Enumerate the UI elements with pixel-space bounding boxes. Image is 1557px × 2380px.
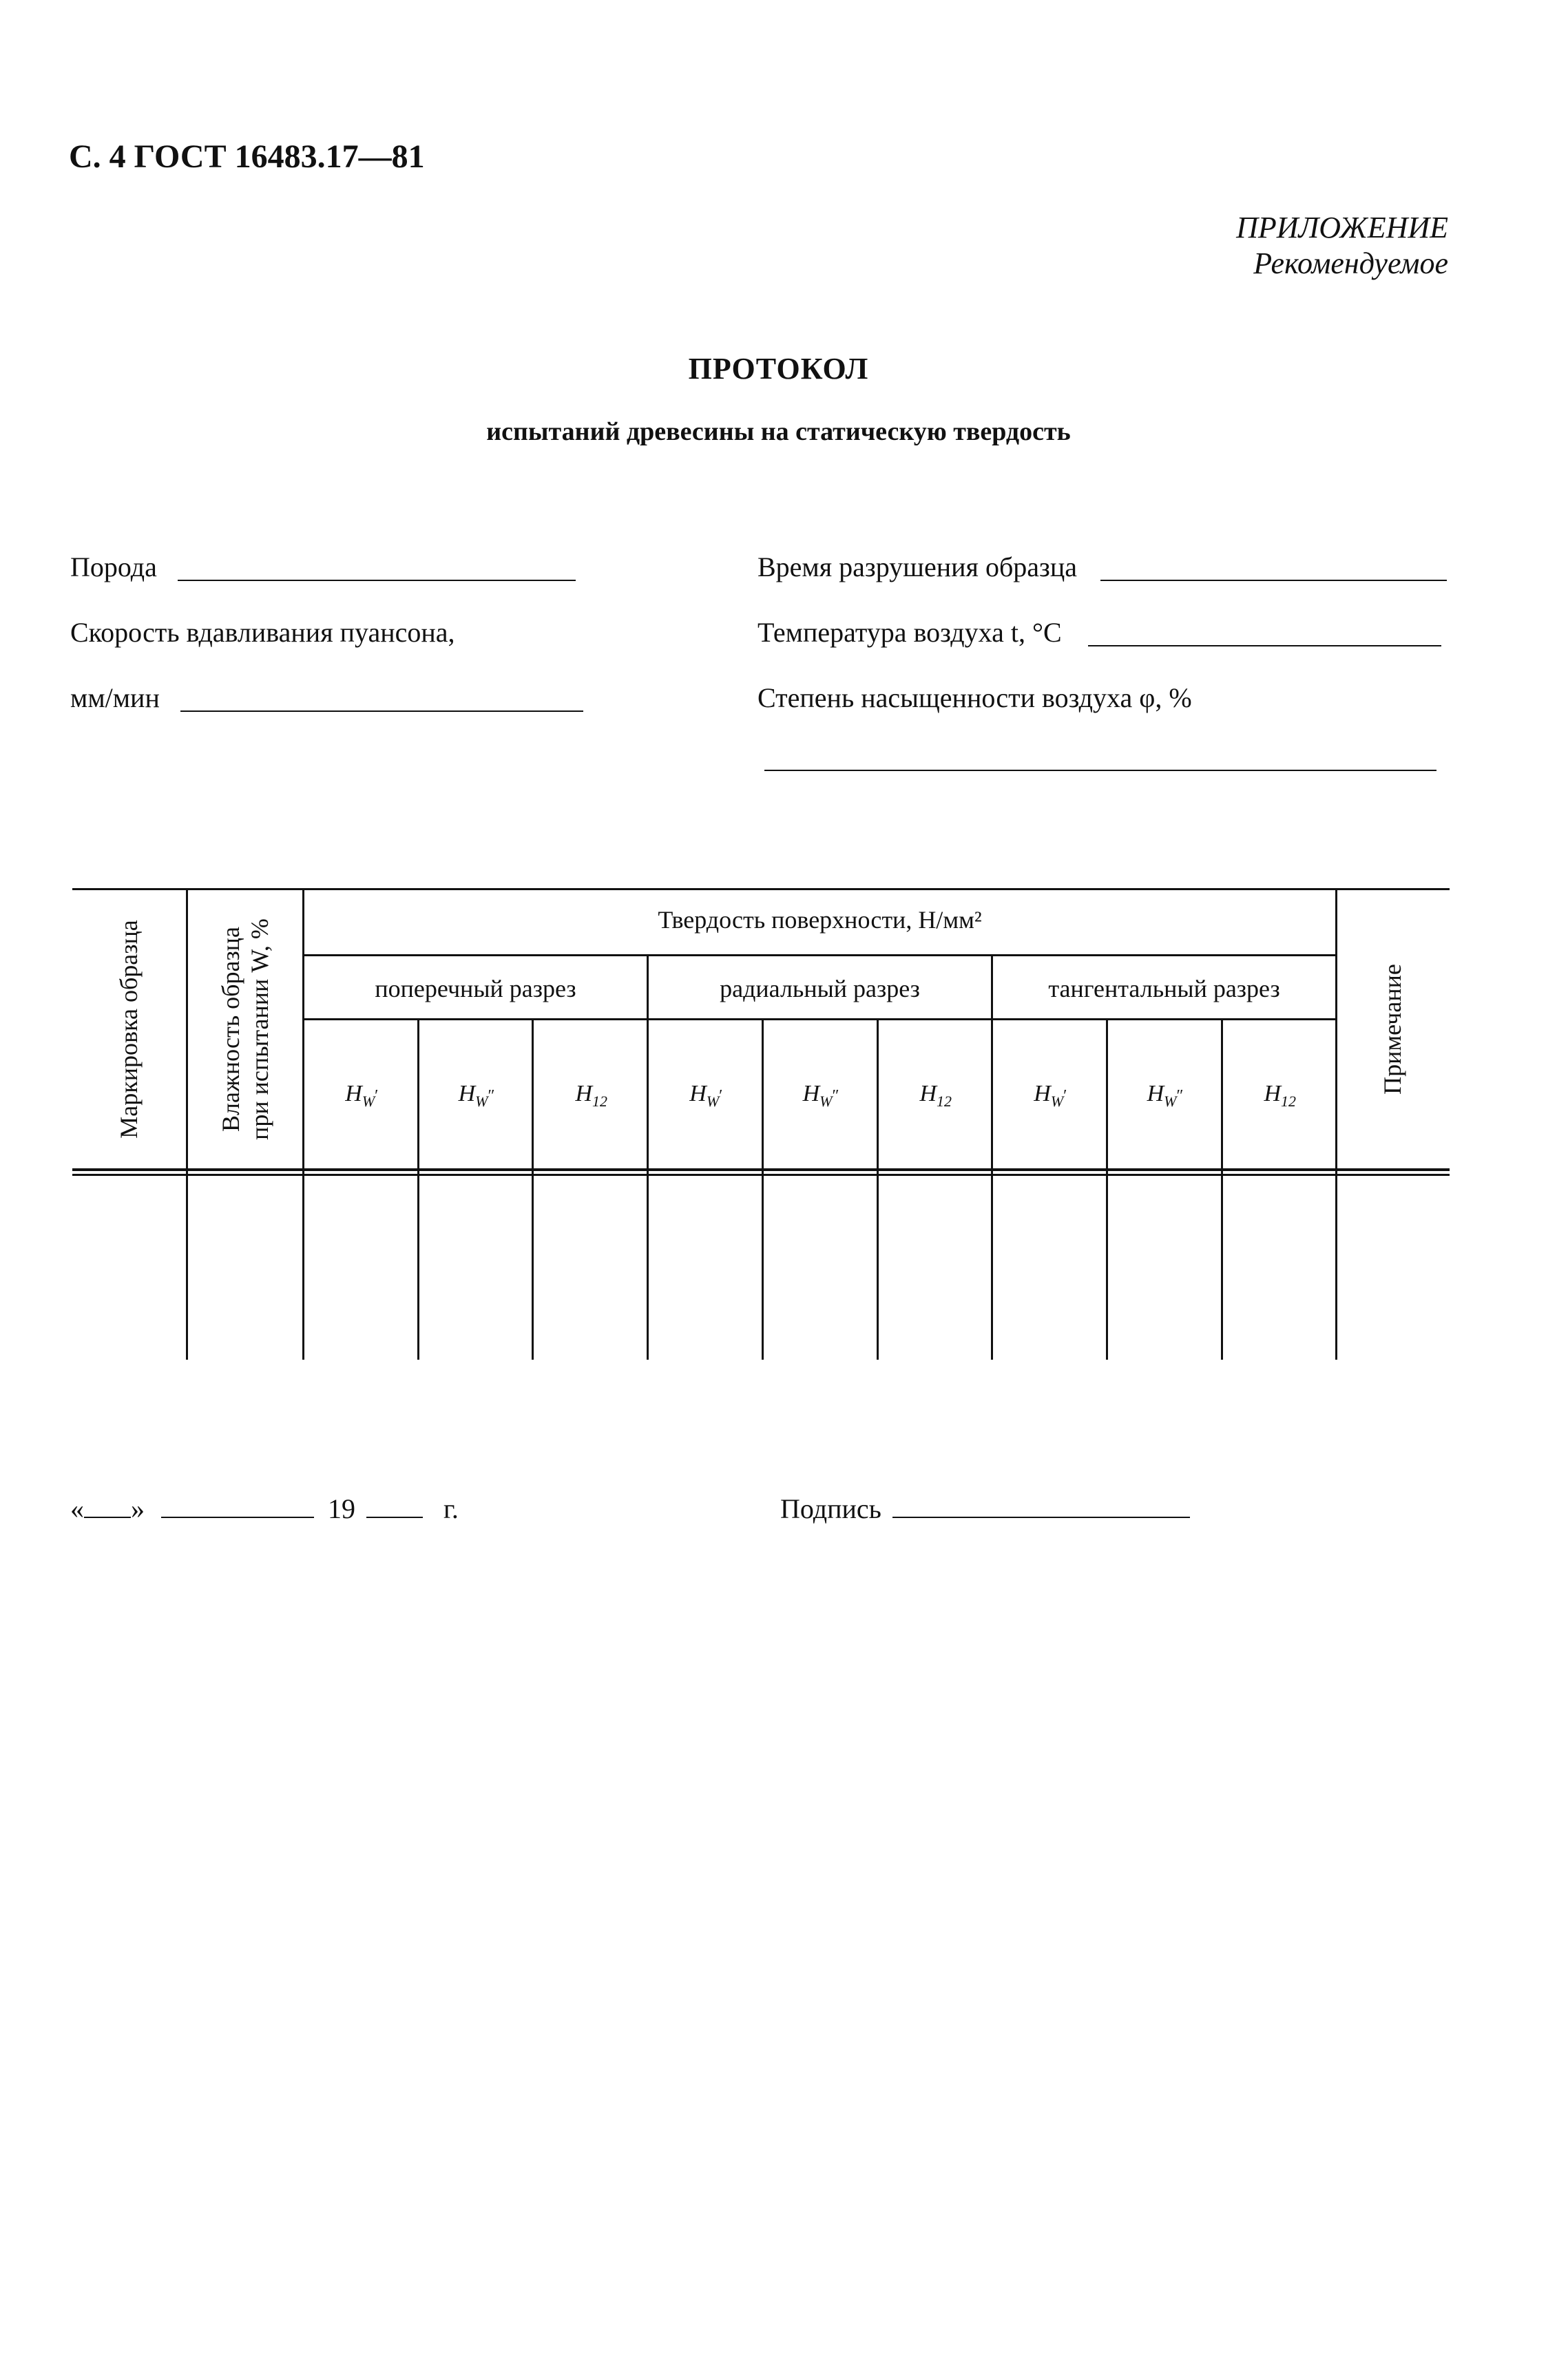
col-moisture-header bbox=[216, 888, 274, 1170]
symbol-base: H bbox=[919, 1081, 937, 1106]
speed-blank[interactable] bbox=[180, 710, 583, 712]
table-section-divider bbox=[303, 1018, 1336, 1020]
symbol-h12-section-1 bbox=[536, 1081, 647, 1110]
table-header-bottom-2 bbox=[72, 1174, 1450, 1176]
vline-6 bbox=[762, 1018, 764, 1360]
day-blank[interactable] bbox=[84, 1496, 131, 1518]
symbol-prime: ″ bbox=[1176, 1087, 1184, 1105]
symbol-subscript: W bbox=[362, 1092, 375, 1110]
symbol-hw-double-prime-section-1 bbox=[421, 1081, 532, 1110]
document-subtitle: испытаний древесины на статическую твердость bbox=[486, 417, 1071, 446]
table-header-bottom-1 bbox=[72, 1168, 1450, 1171]
document-title: ПРОТОКОЛ bbox=[688, 352, 869, 386]
year-suffix: г. bbox=[443, 1493, 459, 1524]
section-radial: радиальный разрез bbox=[720, 975, 920, 1002]
species-label: Порода bbox=[70, 551, 157, 582]
symbol-h12-section-3 bbox=[1225, 1081, 1335, 1110]
symbol-subscript: W bbox=[706, 1092, 720, 1110]
air-saturation-label: Степень насыщенности воздуха φ, % bbox=[757, 682, 1192, 713]
vline-3 bbox=[417, 1018, 419, 1360]
vline-9 bbox=[1106, 1018, 1108, 1360]
vline-2 bbox=[302, 888, 304, 1360]
speed-label-line1: Скорость вдавливания пуансона, bbox=[70, 617, 455, 648]
symbol-prime: ′ bbox=[1063, 1087, 1067, 1105]
symbol-subscript: W bbox=[1164, 1092, 1177, 1110]
symbol-subscript: 12 bbox=[937, 1092, 952, 1110]
symbol-hw-prime-section-1 bbox=[306, 1081, 417, 1110]
signature-label: Подпись bbox=[780, 1493, 881, 1524]
speed-label-line2: мм/мин bbox=[70, 682, 160, 713]
hardness-header: Твердость поверхности, Н/мм² bbox=[658, 906, 982, 934]
appendix-block bbox=[1236, 210, 1448, 282]
symbol-base: H bbox=[575, 1081, 593, 1106]
month-blank[interactable] bbox=[161, 1496, 314, 1518]
symbol-subscript: 12 bbox=[1281, 1092, 1297, 1110]
symbol-prime: ″ bbox=[488, 1087, 495, 1105]
symbol-base: H bbox=[689, 1081, 707, 1106]
vline-4 bbox=[532, 1018, 534, 1360]
symbol-h12-section-2 bbox=[881, 1081, 991, 1110]
symbol-hw-double-prime-section-3 bbox=[1110, 1081, 1220, 1110]
year-blank[interactable] bbox=[366, 1496, 423, 1518]
air-saturation-blank[interactable] bbox=[764, 770, 1436, 771]
symbol-base: H bbox=[1147, 1081, 1164, 1106]
vline-11 bbox=[1335, 888, 1337, 1360]
failure-time-blank[interactable] bbox=[1100, 580, 1447, 581]
failure-time-label: Время разрушения образца bbox=[757, 551, 1078, 582]
date-line bbox=[70, 1493, 459, 1525]
vline-7 bbox=[877, 1018, 879, 1360]
symbol-base: H bbox=[1034, 1081, 1051, 1106]
symbol-base: H bbox=[458, 1081, 476, 1106]
symbol-subscript: W bbox=[819, 1092, 833, 1110]
vline-10 bbox=[1221, 1018, 1223, 1360]
section-transverse: поперечный разрез bbox=[375, 975, 576, 1002]
col-moisture-line2: при испытании W, % bbox=[246, 918, 273, 1140]
table-hardness-divider bbox=[303, 954, 1336, 956]
symbol-base: H bbox=[1264, 1081, 1282, 1106]
page-header: С. 4 ГОСТ 16483.17—81 bbox=[69, 138, 425, 175]
air-temp-label: Температура воздуха t, °С bbox=[757, 617, 1062, 648]
vline-8 bbox=[991, 954, 993, 1360]
symbol-hw-prime-section-3 bbox=[995, 1081, 1105, 1110]
col-note-header: Примечание bbox=[1379, 964, 1406, 1095]
signature-line bbox=[780, 1493, 1190, 1525]
date-open-quote: « bbox=[70, 1493, 84, 1524]
symbol-prime: ′ bbox=[719, 1087, 723, 1105]
symbol-prime: ″ bbox=[832, 1087, 839, 1105]
appendix-status: Рекомендуемое bbox=[1253, 246, 1448, 280]
symbol-subscript: W bbox=[475, 1092, 488, 1110]
species-blank[interactable] bbox=[178, 580, 576, 581]
symbol-base: H bbox=[345, 1081, 362, 1106]
symbol-subscript: 12 bbox=[592, 1092, 608, 1110]
symbol-hw-prime-section-2 bbox=[651, 1081, 761, 1110]
signature-blank[interactable] bbox=[892, 1496, 1190, 1518]
col-moisture-line1: Влажность образца bbox=[217, 927, 244, 1132]
date-close-quote: » bbox=[131, 1493, 145, 1524]
vline-5 bbox=[647, 954, 649, 1360]
section-tangential: тангентальный разрез bbox=[1048, 975, 1280, 1002]
table-top-border bbox=[72, 888, 1450, 890]
vline-1 bbox=[186, 888, 188, 1360]
air-temp-blank[interactable] bbox=[1088, 645, 1441, 646]
symbol-hw-double-prime-section-2 bbox=[766, 1081, 876, 1110]
symbol-base: H bbox=[802, 1081, 820, 1106]
year-prefix: 19 bbox=[328, 1493, 355, 1524]
symbol-prime: ′ bbox=[375, 1087, 379, 1105]
appendix-label: ПРИЛОЖЕНИЕ bbox=[1236, 211, 1448, 244]
symbol-subscript: W bbox=[1050, 1092, 1064, 1110]
col-marking-header: Маркировка образца bbox=[115, 920, 143, 1139]
